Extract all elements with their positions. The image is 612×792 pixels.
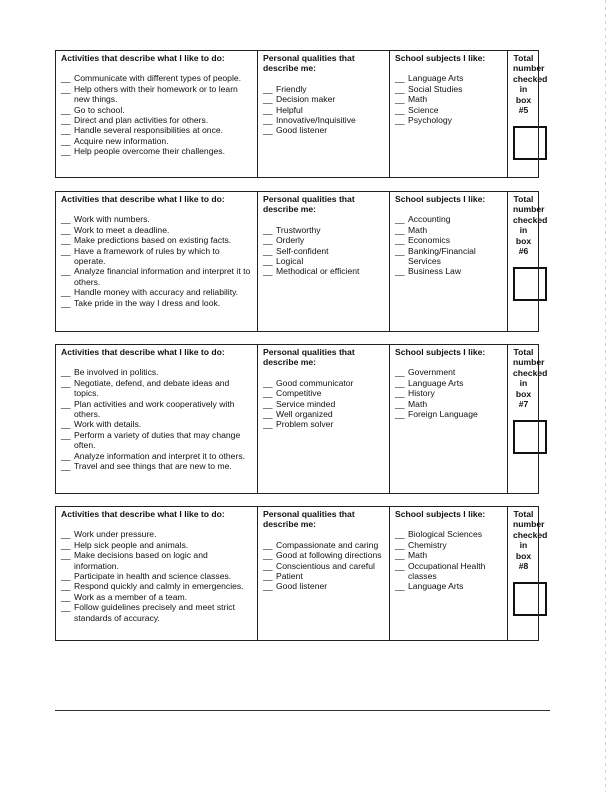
activities-header: Activities that describe what I like to do: [61, 53, 225, 63]
quality-item-text: Methodical or efficient [276, 266, 360, 277]
check-blank[interactable]: __ [61, 135, 71, 146]
check-blank[interactable]: __ [395, 266, 405, 277]
activities-header: Activities that describe what I like to do: [61, 509, 225, 519]
subject-item[interactable] [395, 367, 503, 377]
activity-item[interactable] [61, 214, 253, 224]
subject-item-text: Occupational Health classes [408, 560, 486, 582]
subject-item-text: Science [408, 104, 439, 115]
subject-item-text: Psychology [408, 115, 452, 126]
activity-item-text: Work under pressure. [74, 529, 157, 540]
quality-item-text: Competitive [276, 388, 322, 399]
quality-item[interactable] [263, 225, 385, 235]
activity-item-text: Travel and see things that are new to me. [74, 461, 232, 472]
check-blank[interactable]: __ [61, 581, 71, 592]
total-entry-box[interactable] [513, 267, 547, 301]
total-label: Total number checked in box #7 [513, 347, 548, 410]
check-blank[interactable]: __ [61, 266, 71, 277]
activities-header: Activities that describe what I like to do: [61, 347, 225, 357]
check-blank[interactable]: __ [61, 245, 71, 256]
check-blank[interactable]: __ [61, 429, 71, 440]
check-blank[interactable]: __ [263, 419, 273, 430]
activity-item[interactable] [61, 125, 253, 135]
subject-item[interactable] [395, 540, 503, 550]
subject-list [395, 529, 503, 591]
career-cluster-box [55, 191, 548, 332]
qualities-header: Personal qualities that describe me: [263, 509, 355, 530]
quality-item[interactable] [263, 540, 385, 550]
check-blank[interactable]: __ [395, 73, 405, 84]
check-blank[interactable]: __ [61, 571, 71, 582]
quality-item[interactable] [263, 409, 385, 419]
quality-item-text: Helpful [276, 104, 303, 115]
activity-item[interactable] [61, 235, 253, 245]
activity-item-text: Work as a member of a team. [74, 591, 188, 602]
qualities-header: Personal qualities that describe me: [263, 347, 355, 368]
quality-item-text: Trustworthy [276, 224, 321, 235]
check-blank[interactable]: __ [61, 539, 71, 550]
check-blank[interactable]: __ [395, 409, 405, 420]
check-blank[interactable]: __ [61, 104, 71, 115]
quality-item-text: Patient [276, 571, 303, 582]
total-label: Total number checked in box #8 [513, 509, 548, 572]
check-blank[interactable]: __ [263, 115, 273, 126]
quality-list [263, 540, 385, 592]
subjects-column [390, 345, 508, 494]
activity-item-text: Go to school. [74, 104, 125, 115]
total-column [508, 192, 548, 332]
subject-item-text: Business Law [408, 266, 462, 277]
subject-item-text: Language Arts [408, 581, 464, 592]
check-blank[interactable]: __ [263, 266, 273, 277]
activity-item-text: Direct and plan activities for others. [74, 115, 209, 126]
activity-item[interactable] [61, 540, 253, 550]
check-blank[interactable]: __ [263, 235, 273, 246]
subject-item[interactable] [395, 115, 503, 125]
activity-item[interactable] [61, 461, 253, 471]
subject-item[interactable] [395, 550, 503, 560]
qualities-column [258, 192, 390, 332]
activity-item-text: Follow guidelines precisely and meet strict standards of accuracy. [74, 602, 235, 623]
total-entry-box[interactable] [513, 126, 547, 160]
subject-item[interactable] [395, 388, 503, 398]
activity-item-text: Make decisions based on logic and information. [74, 550, 208, 571]
total-label: Total number checked in box #6 [513, 194, 548, 257]
check-blank[interactable]: __ [395, 83, 405, 94]
quality-item-text: Good listener [276, 125, 328, 136]
activity-item-text: Work to meet a deadline. [74, 224, 170, 235]
subject-item[interactable] [395, 84, 503, 94]
quality-item[interactable] [263, 550, 385, 560]
activity-item[interactable] [61, 529, 253, 539]
career-cluster-box [55, 50, 548, 178]
check-blank[interactable]: __ [61, 529, 71, 540]
check-blank[interactable]: __ [61, 115, 71, 126]
check-blank[interactable]: __ [61, 367, 71, 378]
subject-item-text: Math [408, 94, 428, 105]
check-blank[interactable]: __ [395, 224, 405, 235]
check-blank[interactable]: __ [61, 73, 71, 84]
total-label: Total number checked in box #5 [513, 53, 548, 116]
activity-item-text: Acquire new information. [74, 135, 169, 146]
check-blank[interactable]: __ [395, 94, 405, 105]
subject-list [395, 214, 503, 276]
quality-item[interactable] [263, 105, 385, 115]
activity-item-text: Make predictions based on existing facts. [74, 235, 232, 246]
quality-item-text: Innovative/Inquisitive [276, 115, 356, 126]
activity-list [61, 214, 253, 308]
check-blank[interactable]: __ [263, 560, 273, 571]
check-blank[interactable]: __ [395, 235, 405, 246]
subject-item[interactable] [395, 581, 503, 591]
total-column [508, 345, 548, 494]
activity-item[interactable] [61, 602, 253, 623]
check-blank[interactable]: __ [61, 461, 71, 472]
check-blank[interactable]: __ [61, 419, 71, 430]
check-blank[interactable]: __ [61, 297, 71, 308]
check-blank[interactable]: __ [61, 224, 71, 235]
quality-item[interactable] [263, 419, 385, 429]
activity-item[interactable] [61, 136, 253, 146]
subjects-header: School subjects I like: [395, 53, 486, 63]
check-blank[interactable]: __ [61, 83, 71, 94]
subject-item-text: Language Arts [408, 377, 464, 388]
subject-item[interactable] [395, 225, 503, 235]
quality-item[interactable] [263, 256, 385, 266]
activity-item-text: Take pride in the way I dress and look. [74, 297, 221, 308]
subjects-header: School subjects I like: [395, 509, 486, 519]
check-blank[interactable]: __ [395, 245, 405, 256]
activity-item[interactable] [61, 571, 253, 581]
check-blank[interactable]: __ [395, 550, 405, 561]
quality-item[interactable] [263, 125, 385, 135]
activity-item[interactable] [61, 378, 253, 399]
check-blank[interactable]: __ [61, 214, 71, 225]
activity-item[interactable] [61, 451, 253, 461]
activity-item[interactable] [61, 146, 253, 156]
activity-item[interactable] [61, 115, 253, 125]
activity-item-text: Plan activities and work cooperatively with others. [74, 398, 235, 420]
quality-item-text: Good listener [276, 581, 328, 592]
subject-item-text: Biological Sciences [408, 529, 483, 540]
subject-item-text: Accounting [408, 214, 451, 225]
activity-item[interactable] [61, 246, 253, 267]
activity-item[interactable] [61, 592, 253, 602]
check-blank[interactable]: __ [263, 388, 273, 399]
activity-item-text: Analyze information and interpret it to others. [74, 450, 246, 461]
check-blank[interactable]: __ [263, 94, 273, 105]
activity-item[interactable] [61, 84, 253, 105]
activity-item-text: Have a framework of rules by which to operate. [74, 245, 220, 267]
check-blank[interactable]: __ [61, 398, 71, 409]
quality-list [263, 378, 385, 430]
quality-item[interactable] [263, 561, 385, 571]
activity-list [61, 73, 253, 156]
activity-item-text: Negotiate, defend, and debate ideas and topics. [74, 377, 230, 399]
check-blank[interactable]: __ [395, 388, 405, 399]
check-blank[interactable]: __ [61, 377, 71, 388]
activity-item-text: Perform a variety of duties that may change often. [74, 429, 241, 451]
subject-list [395, 367, 503, 419]
check-blank[interactable]: __ [263, 83, 273, 94]
quality-item-text: Problem solver [276, 419, 334, 430]
check-blank[interactable]: __ [263, 224, 273, 235]
activity-item-text: Handle several responsibilities at once. [74, 125, 224, 136]
total-entry-box[interactable] [513, 420, 547, 454]
subject-item[interactable] [395, 409, 503, 419]
check-blank[interactable]: __ [395, 115, 405, 126]
check-blank[interactable]: __ [61, 235, 71, 246]
check-blank[interactable]: __ [263, 256, 273, 267]
total-entry-box[interactable] [513, 582, 547, 616]
subjects-column [390, 192, 508, 332]
activity-item[interactable] [61, 367, 253, 377]
qualities-column [258, 507, 390, 641]
subject-item-text: Math [408, 398, 428, 409]
check-blank[interactable]: __ [263, 550, 273, 561]
quality-item[interactable] [263, 571, 385, 581]
activity-item[interactable] [61, 399, 253, 420]
activity-item[interactable] [61, 266, 253, 287]
activity-list [61, 529, 253, 623]
activity-item-text: Analyze financial information and interpret it to others. [74, 266, 251, 287]
check-blank[interactable]: __ [395, 398, 405, 409]
activity-item[interactable] [61, 287, 253, 297]
check-blank[interactable]: __ [61, 287, 71, 298]
quality-item[interactable] [263, 388, 385, 398]
subject-item-text: Foreign Language [408, 409, 478, 420]
quality-item-text: Conscientious and careful [276, 560, 375, 571]
scan-page-edge [605, 0, 606, 792]
check-blank[interactable]: __ [61, 550, 71, 561]
check-blank[interactable]: __ [395, 214, 405, 225]
check-blank[interactable]: __ [395, 539, 405, 550]
activity-item-text: Communicate with different types of people. [74, 73, 242, 84]
activity-item[interactable] [61, 105, 253, 115]
subjects-column [390, 507, 508, 641]
subject-item-text: Math [408, 224, 428, 235]
activity-item[interactable] [61, 73, 253, 83]
career-cluster-box [55, 344, 548, 494]
quality-item[interactable] [263, 246, 385, 256]
subject-item[interactable] [395, 73, 503, 83]
check-blank[interactable]: __ [263, 377, 273, 388]
check-blank[interactable]: __ [395, 581, 405, 592]
activity-item[interactable] [61, 550, 253, 571]
subject-item-text: Government [408, 367, 456, 378]
check-blank[interactable]: __ [263, 409, 273, 420]
check-blank[interactable]: __ [395, 367, 405, 378]
activity-item[interactable] [61, 225, 253, 235]
footer-rule [55, 710, 550, 711]
check-blank[interactable]: __ [263, 125, 273, 136]
activity-item-text: Help others with their homework or to learn new things. [74, 83, 238, 105]
subject-item-text: Chemistry [408, 539, 447, 550]
quality-item[interactable] [263, 235, 385, 245]
quality-item-text: Service minded [276, 398, 336, 409]
check-blank[interactable]: __ [61, 450, 71, 461]
activity-item-text: Help people overcome their challenges. [74, 146, 225, 157]
quality-item-text: Self-confident [276, 245, 329, 256]
activity-item-text: Work with details. [74, 419, 142, 430]
subject-item[interactable] [395, 94, 503, 104]
quality-item-text: Good communicator [276, 377, 354, 388]
qualities-column [258, 51, 390, 178]
subject-item-text: History [408, 388, 435, 399]
subject-item[interactable] [395, 399, 503, 409]
activity-item[interactable] [61, 430, 253, 451]
activity-item-text: Be involved in politics. [74, 367, 159, 378]
subject-item[interactable] [395, 561, 503, 582]
subject-item[interactable] [395, 214, 503, 224]
quality-item-text: Friendly [276, 83, 307, 94]
quality-item-text: Logical [276, 256, 304, 267]
subject-item[interactable] [395, 378, 503, 388]
subject-item[interactable] [395, 246, 503, 267]
activity-list [61, 367, 253, 471]
check-blank[interactable]: __ [395, 104, 405, 115]
subjects-column [390, 51, 508, 178]
subject-list [395, 73, 503, 125]
quality-item-text: Good at following directions [276, 550, 382, 561]
subject-item[interactable] [395, 266, 503, 276]
check-blank[interactable]: __ [263, 581, 273, 592]
activity-item[interactable] [61, 419, 253, 429]
activities-column [56, 345, 258, 494]
activity-item-text: Handle money with accuracy and reliability. [74, 287, 239, 298]
qualities-column [258, 345, 390, 494]
subject-item-text: Social Studies [408, 83, 463, 94]
check-blank[interactable]: __ [61, 125, 71, 136]
activity-item-text: Participate in health and science classes. [74, 571, 232, 582]
subject-item-text: Banking/Financial Services [408, 245, 476, 267]
quality-item-text: Compassionate and caring [276, 539, 379, 550]
subject-item-text: Math [408, 550, 428, 561]
activities-column [56, 192, 258, 332]
check-blank[interactable]: __ [61, 591, 71, 602]
quality-item-text: Well organized [276, 409, 333, 420]
quality-item[interactable] [263, 266, 385, 276]
check-blank[interactable]: __ [263, 539, 273, 550]
total-column [508, 507, 548, 641]
quality-item[interactable] [263, 115, 385, 125]
quality-item-text: Orderly [276, 235, 305, 246]
quality-item[interactable] [263, 581, 385, 591]
subject-item-text: Language Arts [408, 73, 464, 84]
activity-item-text: Help sick people and animals. [74, 539, 189, 550]
activity-item-text: Work with numbers. [74, 214, 150, 225]
qualities-header: Personal qualities that describe me: [263, 53, 355, 74]
subjects-header: School subjects I like: [395, 347, 486, 357]
check-blank[interactable]: __ [263, 398, 273, 409]
quality-list [263, 84, 385, 136]
quality-item[interactable] [263, 378, 385, 388]
subject-item[interactable] [395, 105, 503, 115]
subjects-header: School subjects I like: [395, 194, 486, 204]
quality-item[interactable] [263, 84, 385, 94]
quality-list [263, 225, 385, 277]
subject-item[interactable] [395, 235, 503, 245]
check-blank[interactable]: __ [395, 529, 405, 540]
activities-column [56, 507, 258, 641]
quality-item[interactable] [263, 94, 385, 104]
career-cluster-box [55, 506, 548, 641]
total-column [508, 51, 548, 178]
activity-item[interactable] [61, 581, 253, 591]
check-blank[interactable]: __ [61, 146, 71, 157]
quality-item-text: Decision maker [276, 94, 336, 105]
qualities-header: Personal qualities that describe me: [263, 194, 355, 215]
check-blank[interactable]: __ [263, 104, 273, 115]
activity-item-text: Respond quickly and calmly in emergencies. [74, 581, 244, 592]
check-blank[interactable]: __ [395, 377, 405, 388]
subject-item-text: Economics [408, 235, 451, 246]
activities-header: Activities that describe what I like to do: [61, 194, 225, 204]
check-blank[interactable]: __ [263, 245, 273, 256]
check-blank[interactable]: __ [395, 560, 405, 571]
quality-item[interactable] [263, 399, 385, 409]
subject-item[interactable] [395, 529, 503, 539]
activities-column [56, 51, 258, 178]
check-blank[interactable]: __ [263, 571, 273, 582]
activity-item[interactable] [61, 298, 253, 308]
check-blank[interactable]: __ [61, 602, 71, 613]
